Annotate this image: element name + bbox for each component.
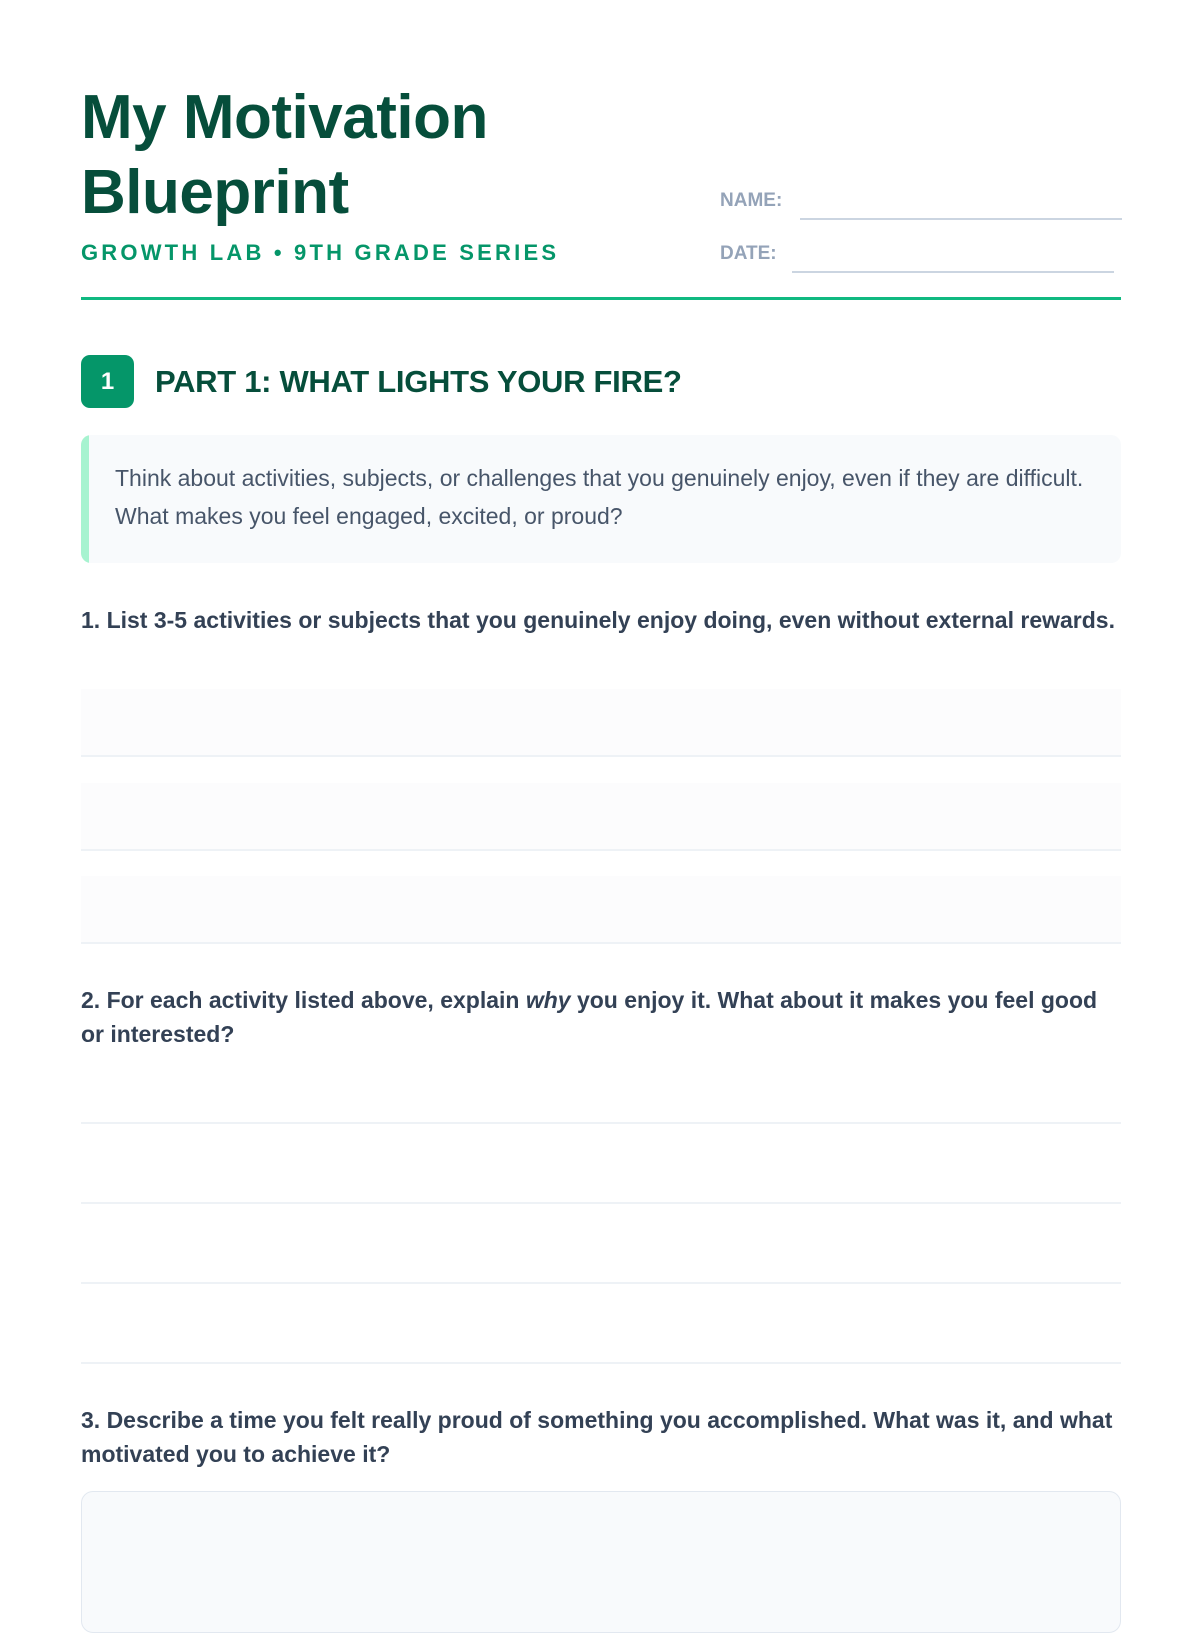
answer-line[interactable] [81, 1362, 1121, 1364]
question-2-emphasis: why [525, 987, 571, 1013]
intro-text: Think about activities, subjects, or challenges that you genuinely enjoy, even if they are difficult. What makes you feel engaged, excited, or proud? [115, 465, 1084, 529]
intro-callout [81, 435, 1121, 563]
answer-box[interactable] [81, 1491, 1121, 1633]
name-field[interactable] [720, 180, 1122, 220]
answer-line[interactable] [81, 876, 1121, 944]
name-label: NAME: [720, 190, 783, 211]
question-3: 3. Describe a time you felt really proud of something you accomplished. What was it, and what motivated you to achieve it? [81, 1407, 1113, 1467]
section-title: PART 1: WHAT LIGHTS YOUR FIRE? [155, 364, 682, 399]
section-1-heading [81, 355, 1121, 408]
date-field[interactable] [720, 233, 1114, 273]
answer-line[interactable] [81, 783, 1121, 851]
answer-line[interactable] [81, 1122, 1121, 1124]
name-input-line[interactable] [800, 218, 1122, 220]
worksheet-page [81, 0, 1121, 1600]
question-2-text-start: 2. For each activity listed above, explain [81, 987, 526, 1013]
date-input-line[interactable] [792, 271, 1114, 273]
section-number-badge: 1 [81, 355, 134, 408]
callout-accent-bar [81, 435, 89, 563]
worksheet-header [81, 80, 1121, 300]
question-2-text-end: you enjoy it. What about it makes you feel good or interested? [81, 987, 1098, 1047]
header-divider [81, 297, 1121, 300]
answer-line[interactable] [81, 1282, 1121, 1284]
answer-line[interactable] [81, 1202, 1121, 1204]
question-2 [81, 983, 1121, 1051]
worksheet-title: My Motivation Blueprint [81, 83, 488, 227]
date-label: DATE: [720, 243, 777, 264]
question-1: 1. List 3-5 activities or subjects that you genuinely enjoy doing, even without external rewards. [81, 607, 1115, 633]
worksheet-subtitle: GROWTH LAB • 9TH GRADE SERIES [81, 240, 560, 265]
answer-line[interactable] [81, 689, 1121, 757]
